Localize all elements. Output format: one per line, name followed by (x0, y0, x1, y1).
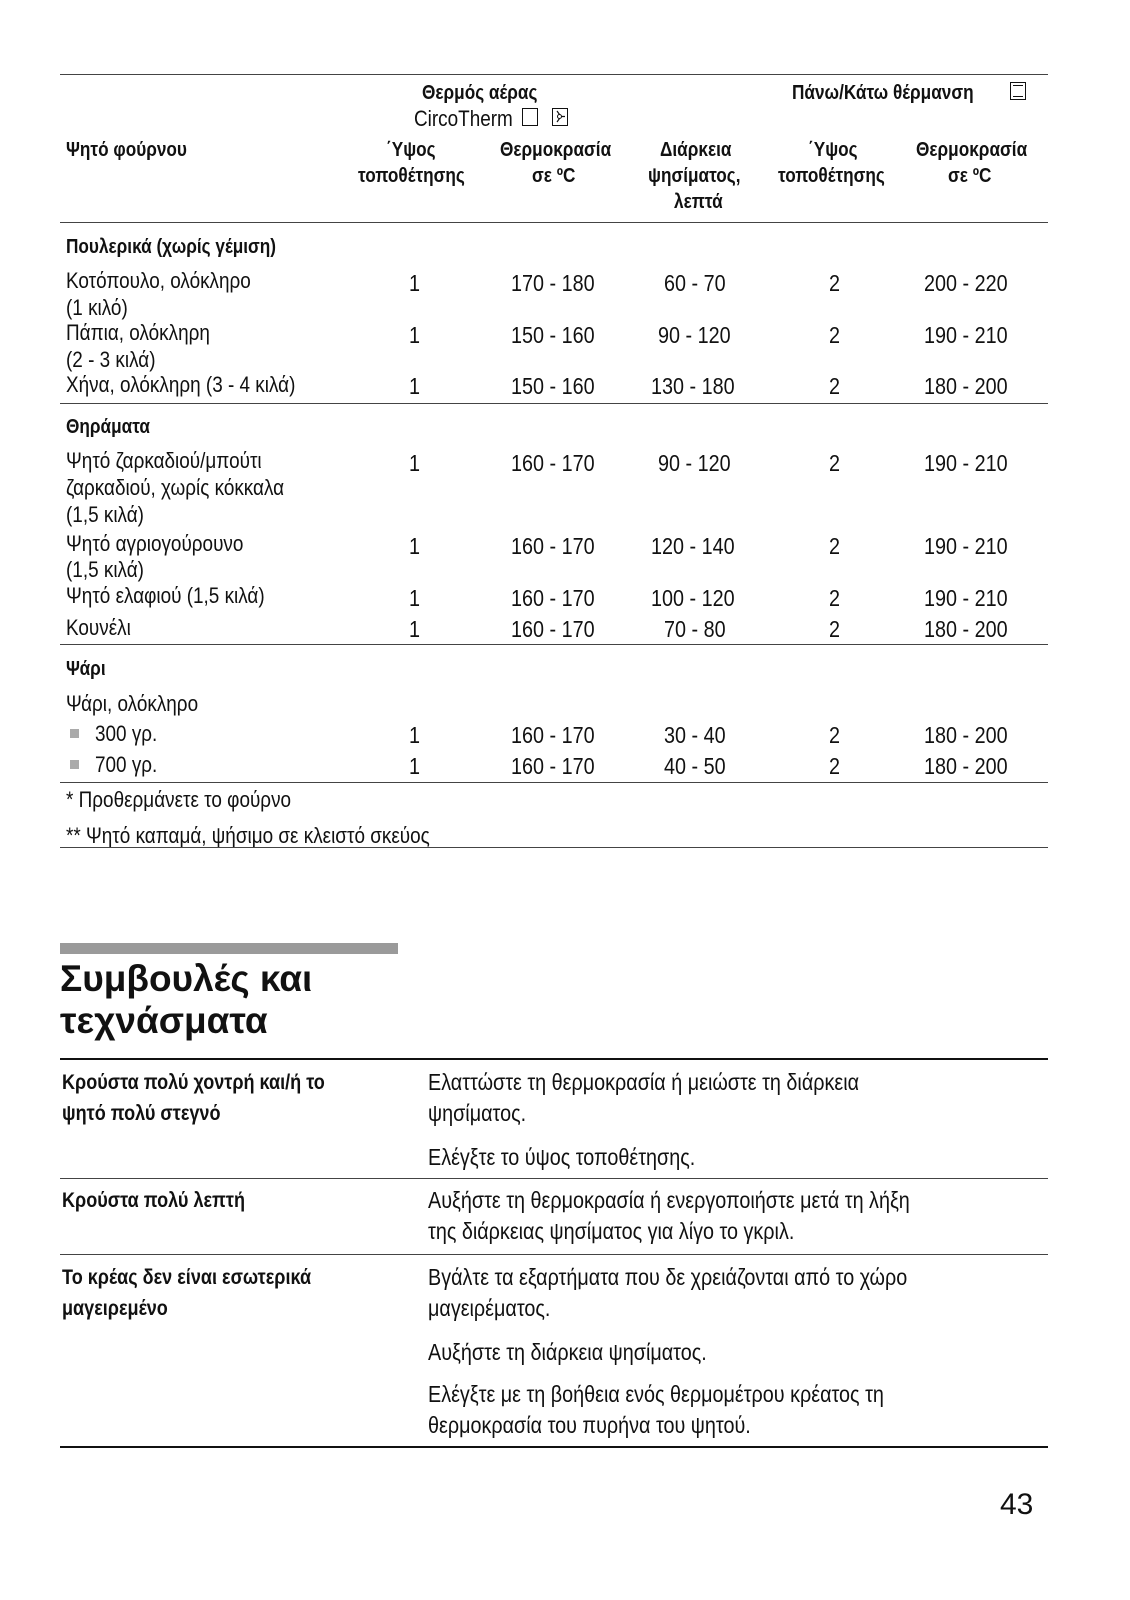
cell-duration: 130 - 180 (651, 373, 735, 399)
section-rule (60, 644, 1048, 645)
cell-temp-2: 180 - 200 (923, 373, 1008, 399)
cell-level-2: 2 (828, 322, 840, 348)
tip-solution-text: Βγάλτε τα εξαρτήματα που δε χρειάζονται από το χώρο (428, 1264, 908, 1290)
tip-solution-text: θερμοκρασία του πυρήνα του ψητού. (428, 1412, 751, 1438)
cell-temp-1: 160 - 170 (511, 585, 595, 611)
row-label: (1,5 κιλά) (66, 557, 144, 582)
cell-temp-2: 180 - 200 (923, 753, 1008, 779)
row-label: Χήνα, ολόκληρη (3 - 4 κιλά) (66, 372, 296, 397)
header-temp-1a: Θερμοκρασία (500, 139, 612, 161)
tip-problem-label: ψητό πολύ στεγνό (62, 1102, 221, 1125)
tip-solution-text: Αυξήστε τη διάρκεια ψησίματος. (428, 1339, 707, 1365)
cell-level-2: 2 (828, 373, 840, 399)
cell-temp-2: 190 - 210 (923, 533, 1008, 559)
row-label: Ψητό ζαρκαδιού/μπούτι (66, 448, 262, 473)
cell-temp-1: 150 - 160 (511, 373, 595, 399)
header-level-1b: τοποθέτησης (358, 165, 465, 187)
row-label: Κοτόπουλο, ολόκληρο (66, 268, 251, 293)
row-label: ζαρκαδιού, χωρίς κόκκαλα (66, 475, 285, 500)
row-label: 700 γρ. (70, 752, 167, 778)
row-label: Πάπια, ολόκληρη (66, 320, 210, 345)
cell-duration: 120 - 140 (651, 533, 735, 559)
cell-level-1: 1 (408, 753, 420, 779)
section-rule (60, 782, 1048, 783)
tip-problem-label: μαγειρεμένο (62, 1297, 168, 1320)
tip-solution-text: Ελέγξτε με τη βοήθεια ενός θερμομέτρου κρέατος τη (428, 1381, 884, 1407)
header-level-2b: τοποθέτησης (778, 165, 885, 187)
header-circotherm-group: Θερμός αέρας (422, 82, 538, 104)
cell-duration: 100 - 120 (651, 585, 735, 611)
row-label: Κουνέλι (66, 615, 131, 640)
category-poultry: Πουλερικά (χωρίς γέμιση) (66, 236, 277, 258)
cell-duration: 60 - 70 (664, 270, 726, 296)
section-title: Συμβουλές και τεχνάσματα (60, 958, 313, 1041)
cell-duration: 40 - 50 (664, 753, 726, 779)
row-label: Ψητό αγριογούρουνο (66, 531, 244, 556)
tips-bottom-rule (60, 1446, 1048, 1448)
cell-level-2: 2 (828, 722, 840, 748)
cell-level-2: 2 (828, 533, 840, 559)
cell-level-1: 1 (408, 270, 420, 296)
header-temp-2a: Θερμοκρασία (916, 139, 1028, 161)
cell-temp-1: 160 - 170 (511, 450, 595, 476)
cell-level-1: 1 (408, 373, 420, 399)
header-duration-b: ψησίματος, (648, 165, 741, 187)
tip-solution-text: Ελέγξτε το ύψος τοποθέτησης. (428, 1144, 696, 1170)
category-fish: Ψάρι (66, 658, 106, 680)
header-level-2a: ΄Υψος (808, 139, 858, 161)
cell-level-2: 2 (828, 270, 840, 296)
cell-duration: 90 - 120 (657, 322, 731, 348)
footnote-braise: ** Ψητό καπαμά, ψήσιμο σε κλειστό σκεύος (66, 823, 430, 848)
category-game: Θηράματα (66, 416, 150, 438)
section-rule (60, 403, 1048, 404)
row-label: (1,5 κιλά) (66, 502, 144, 527)
tips-top-rule (60, 1058, 1048, 1060)
tip-solution-text: της διάρκειας ψησίματος για λίγο το γκριλ. (428, 1218, 795, 1244)
cell-duration: 30 - 40 (664, 722, 726, 748)
row-label: Ψάρι, ολόκληρο (66, 691, 199, 716)
circotherm-icon (522, 108, 538, 126)
cell-temp-2: 180 - 200 (923, 616, 1008, 642)
tip-problem-label: Κρούστα πολύ λεπτή (62, 1189, 245, 1212)
tip-solution-text: ψησίματος. (428, 1100, 527, 1126)
cell-temp-1: 160 - 170 (511, 753, 595, 779)
fan-icon (552, 108, 568, 126)
table-top-rule (60, 74, 1048, 75)
section-accent-bar (60, 943, 398, 954)
cell-temp-2: 180 - 200 (923, 722, 1008, 748)
cell-temp-1: 150 - 160 (511, 322, 595, 348)
cell-temp-1: 160 - 170 (511, 616, 595, 642)
cell-temp-1: 170 - 180 (511, 270, 595, 296)
cell-temp-2: 190 - 210 (923, 450, 1008, 476)
cell-level-2: 2 (828, 753, 840, 779)
cell-level-1: 1 (408, 722, 420, 748)
header-duration-a: Διάρκεια (660, 139, 732, 161)
tip-solution-text: μαγειρέματος. (428, 1295, 551, 1321)
bullet-icon (70, 729, 79, 738)
table-bottom-rule (60, 847, 1048, 848)
row-label: (1 κιλό) (66, 295, 128, 320)
header-level-1a: ΄Υψος (386, 139, 436, 161)
page-number: 43 (1000, 1488, 1034, 1521)
header-food: Ψητό φούρνου (66, 139, 187, 161)
cell-duration: 70 - 80 (664, 616, 726, 642)
cell-level-1: 1 (408, 450, 420, 476)
cell-temp-2: 190 - 210 (923, 585, 1008, 611)
bullet-icon (70, 760, 79, 769)
cell-temp-2: 190 - 210 (923, 322, 1008, 348)
tip-rule (60, 1254, 1048, 1255)
cell-level-1: 1 (408, 585, 420, 611)
tip-solution-text: Αυξήστε τη θερμοκρασία ή ενεργοποιήστε μετά τη λήξη (428, 1187, 910, 1213)
cell-level-2: 2 (828, 616, 840, 642)
cell-level-2: 2 (828, 450, 840, 476)
row-label: Ψητό ελαφιού (1,5 κιλά) (66, 583, 265, 608)
cell-temp-1: 160 - 170 (511, 533, 595, 559)
tip-problem-label: Κρούστα πολύ χοντρή και/ή το (62, 1071, 325, 1094)
cell-level-1: 1 (408, 533, 420, 559)
row-label: 300 γρ. (70, 721, 167, 747)
cell-level-1: 1 (408, 616, 420, 642)
row-label: (2 - 3 κιλά) (66, 347, 156, 372)
tip-rule (60, 1178, 1048, 1179)
cell-temp-1: 160 - 170 (511, 722, 595, 748)
header-temp-1b: σε ºC (532, 165, 576, 187)
footnote-preheat: * Προθερμάνετε το φούρνο (66, 787, 292, 812)
tip-problem-label: Το κρέας δεν είναι εσωτερικά (62, 1266, 312, 1289)
header-temp-2b: σε ºC (948, 165, 992, 187)
header-circotherm-sub: CircoTherm (414, 106, 513, 131)
cell-level-2: 2 (828, 585, 840, 611)
tip-solution-text: Ελαττώστε τη θερμοκρασία ή μειώστε τη διάρκεια (428, 1069, 860, 1095)
header-rule (60, 222, 1048, 223)
header-duration-c: λεπτά (674, 191, 723, 213)
header-top-bottom-group: Πάνω/Κάτω θέρμανση (792, 82, 974, 104)
cell-duration: 90 - 120 (657, 450, 731, 476)
top-bottom-heat-icon (1010, 82, 1026, 100)
cell-temp-2: 200 - 220 (923, 270, 1008, 296)
cell-level-1: 1 (408, 322, 420, 348)
